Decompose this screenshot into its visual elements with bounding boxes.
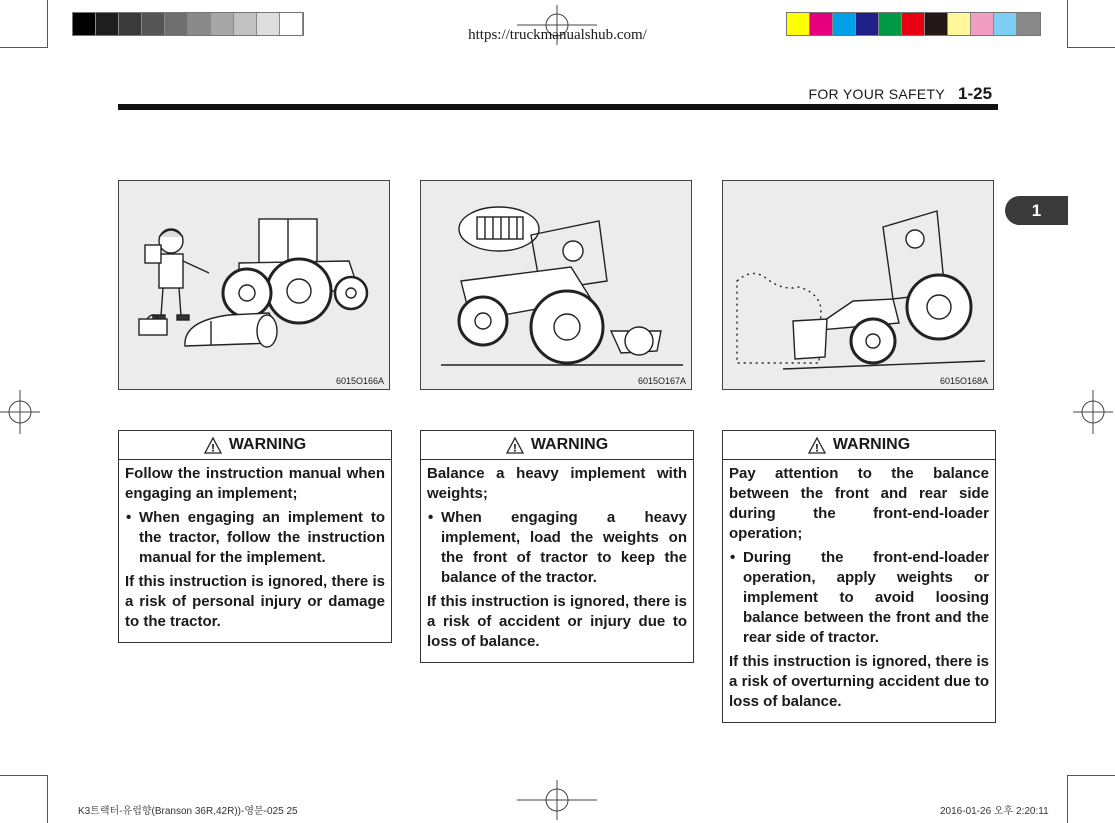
header-rule — [118, 104, 998, 110]
footer-timestamp: 2016-01-26 오후 2:20:11 — [940, 806, 1049, 817]
warning-body — [119, 460, 391, 642]
registration-target-icon — [517, 780, 597, 820]
warning-title: WARNING — [228, 436, 307, 453]
warning-bullet: • When engaging an implement to the tractor, follow the instruction manual for the implement. — [125, 508, 385, 568]
tractor-weights-illustration — [421, 181, 692, 390]
warning-consequence: If this instruction is ignored, there is a risk of overturning accident due to loss of balance. — [729, 653, 989, 710]
loader-overturn-illustration — [723, 181, 994, 390]
source-url: https://truckmanualshub.com/ — [468, 27, 647, 43]
footer-file-info: K3트랙터-유럽향(Branson 36R,42R))-영문-025 25 — [78, 806, 298, 817]
warning-bullets — [125, 508, 385, 568]
registration-target-icon — [0, 390, 40, 434]
warning-body — [723, 460, 995, 722]
warning-intro: Balance a heavy implement with weights; — [427, 465, 687, 502]
chapter-tab: 1 — [1005, 196, 1068, 225]
warning-intro: Follow the instruction manual when engaging an implement; — [125, 465, 385, 502]
warning-bullets — [427, 508, 687, 588]
warning-header — [723, 431, 995, 460]
warning-triangle-icon — [506, 437, 524, 454]
warning-consequence: If this instruction is ignored, there is a risk of personal injury or damage to the tractor. — [125, 573, 385, 630]
warning-header — [421, 431, 693, 460]
warning-triangle-icon — [808, 437, 826, 454]
warning-header — [119, 431, 391, 460]
warning-bullet: • During the front-end-loader operation, apply weights or implement to avoid loosing balance between the front and the rear side of tractor. — [729, 548, 989, 648]
tractor-manual-illustration — [119, 181, 390, 390]
page-number: 1-25 — [958, 84, 993, 103]
warning-body — [421, 460, 693, 662]
warning-title: WARNING — [530, 436, 609, 453]
figure-front-weights — [420, 180, 692, 390]
svg-text:!: ! — [814, 442, 819, 454]
figure-instruction-manual — [118, 180, 390, 390]
section-title: FOR YOUR SAFETY — [808, 86, 945, 102]
svg-text:!: ! — [512, 442, 517, 454]
figure-code: 6015O168A — [939, 376, 988, 386]
warning-box-manual — [118, 430, 392, 643]
svg-text:!: ! — [210, 442, 215, 454]
registration-target-icon — [1073, 390, 1113, 434]
warning-consequence: If this instruction is ignored, there is a risk of accident or injury due to loss of balance. — [427, 593, 687, 650]
warning-bullets — [729, 548, 989, 648]
warning-bullet: • When engaging a heavy implement, load the weights on the front of tractor to keep the balance of the tractor. — [427, 508, 687, 588]
warning-intro: Pay attention to the balance between the front and rear side during the front-end-loader operation; — [729, 465, 989, 542]
warning-box-weights — [420, 430, 694, 663]
warning-triangle-icon — [204, 437, 222, 454]
figure-front-end-loader — [722, 180, 994, 390]
figure-code: 6015O167A — [637, 376, 686, 386]
warning-box-loader — [722, 430, 996, 723]
figure-code: 6015O166A — [335, 376, 384, 386]
warning-title: WARNING — [832, 436, 911, 453]
